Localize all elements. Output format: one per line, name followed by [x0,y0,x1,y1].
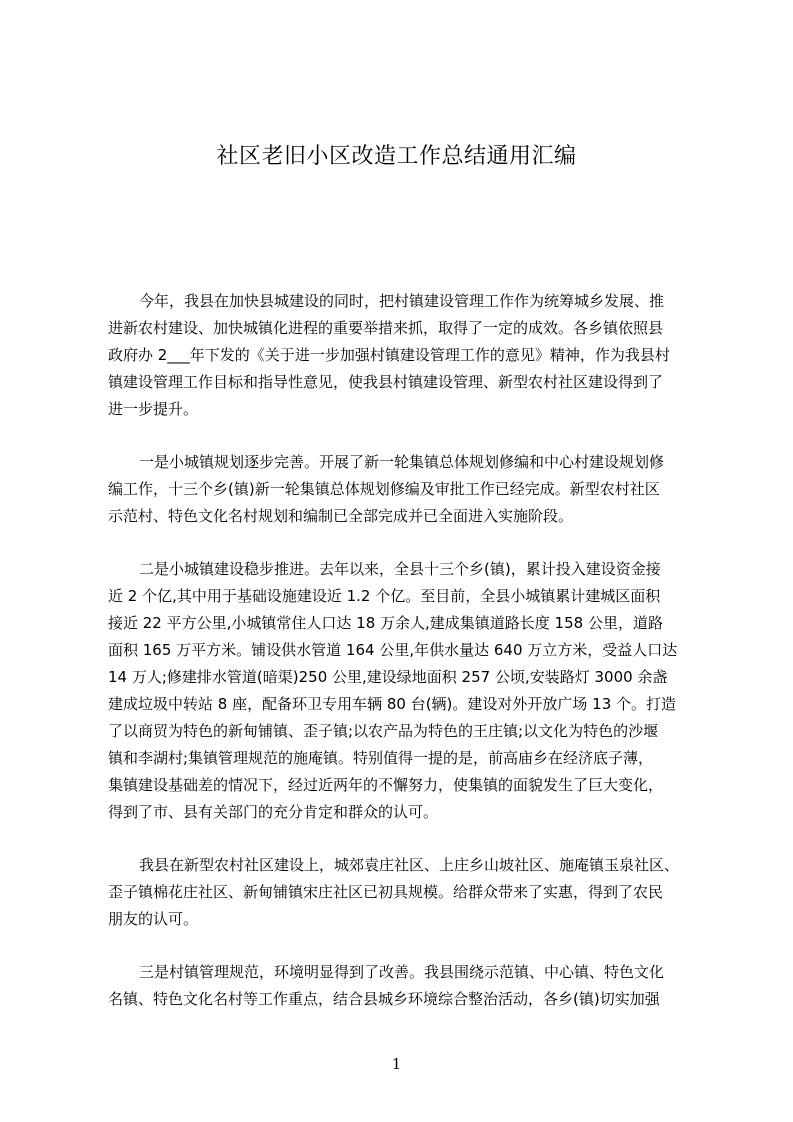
paragraph-1-line-2: 进新农村建设、加快城镇化进程的重要举措来抓，取得了一定的成效。各乡镇依照县 [108,319,664,337]
paragraph-3-line-10: 得到了市、县有关部门的充分肯定和群众的认可。 [108,803,439,821]
paragraph-2-line-2: 编工作，十三个乡(镇)新一轮集镇总体规划修编及审批工作已经完成。新型农村社区 [108,480,660,498]
paragraph-3-line-6: 建成垃圾中转站 8 座，配备环卫专用车辆 80 台(辆)。建设对外开放广场 13 个。打造 [108,695,677,713]
paragraph-3-line-5: 14 万人;修建排水管道(暗渠)250 公里,建设绿地面积 257 公顷,安装路灯 3000 余盏 [108,668,668,686]
paragraph-3-line-1: 二是小城镇建设稳步推进。去年以来，全县十三个乡(镇)，累计投入建设资金接 [139,560,661,578]
paragraph-5-line-1: 三是村镇管理规范，环境明显得到了改善。我县围绕示范镇、中心镇、特色文化 [139,963,665,981]
paragraph-1-line-4: 镇建设管理工作目标和指导性意见，使我县村镇建设管理、新型农村社区建设得到了 [108,373,664,391]
paragraph-1-line-3: 政府办 2___年下发的《关于进一步加强村镇建设管理工作的意见》精神，作为我县村 [108,346,670,364]
paragraph-4-line-1: 我县在新型农村社区建设上，城郊袁庄社区、上庄乡山坡社区、施庵镇玉泉社区、 [139,856,680,874]
paragraph-4-line-2: 歪子镇棉花庄社区、新甸铺镇宋庄社区已初具规模。给群众带来了实惠，得到了农民 [108,883,664,901]
paragraph-2-line-1: 一是小城镇规划逐步完善。开展了新一轮集镇总体规划修编和中心村建设规划修 [139,453,665,471]
paragraph-5-line-2: 名镇、特色文化名村等工作重点，结合县城乡环境综合整治活动，各乡(镇)切实加强 [108,990,660,1008]
paragraph-2-line-3: 示范村、特色文化名村规划和编制已全部完成并已全面进入实施阶段。 [108,507,574,525]
paragraph-3-line-8: 镇和李湖村;集镇管理规范的施庵镇。特别值得一提的是，前高庙乡在经济底子薄， [108,749,654,767]
paragraph-3-line-2: 近 2 个亿,其中用于基础设施建设近 1.2 个亿。至目前，全县小城镇累计建城区面积 [108,587,661,605]
paragraph-1-line-5: 进一步提升。 [108,400,199,418]
paragraph-1-line-1: 今年，我县在加快县城建设的同时，把村镇建设管理工作作为统筹城乡发展、推 [139,292,665,310]
paragraph-3-line-3: 接近 22 平方公里,小城镇常住人口达 18 万余人,建成集镇道路长度 158 公里，道路 [108,614,663,632]
page-number: 1 [391,1055,402,1073]
document-title: 社区老旧小区改造工作总结通用汇编 [216,144,577,169]
paragraph-3-line-9: 集镇建设基础差的情况下，经过近两年的不懈努力，使集镇的面貌发生了巨大变化， [108,776,664,794]
paragraph-3-line-7: 了以商贸为特色的新甸铺镇、歪子镇;以农产品为特色的王庄镇;以文化为特色的沙堰 [108,722,659,740]
paragraph-3-line-4: 面积 165 万平方米。铺设供水管道 164 公里,年供水量达 640 万立方米，受益人口达 [108,641,678,659]
paragraph-4-line-3: 朋友的认可。 [108,910,199,928]
